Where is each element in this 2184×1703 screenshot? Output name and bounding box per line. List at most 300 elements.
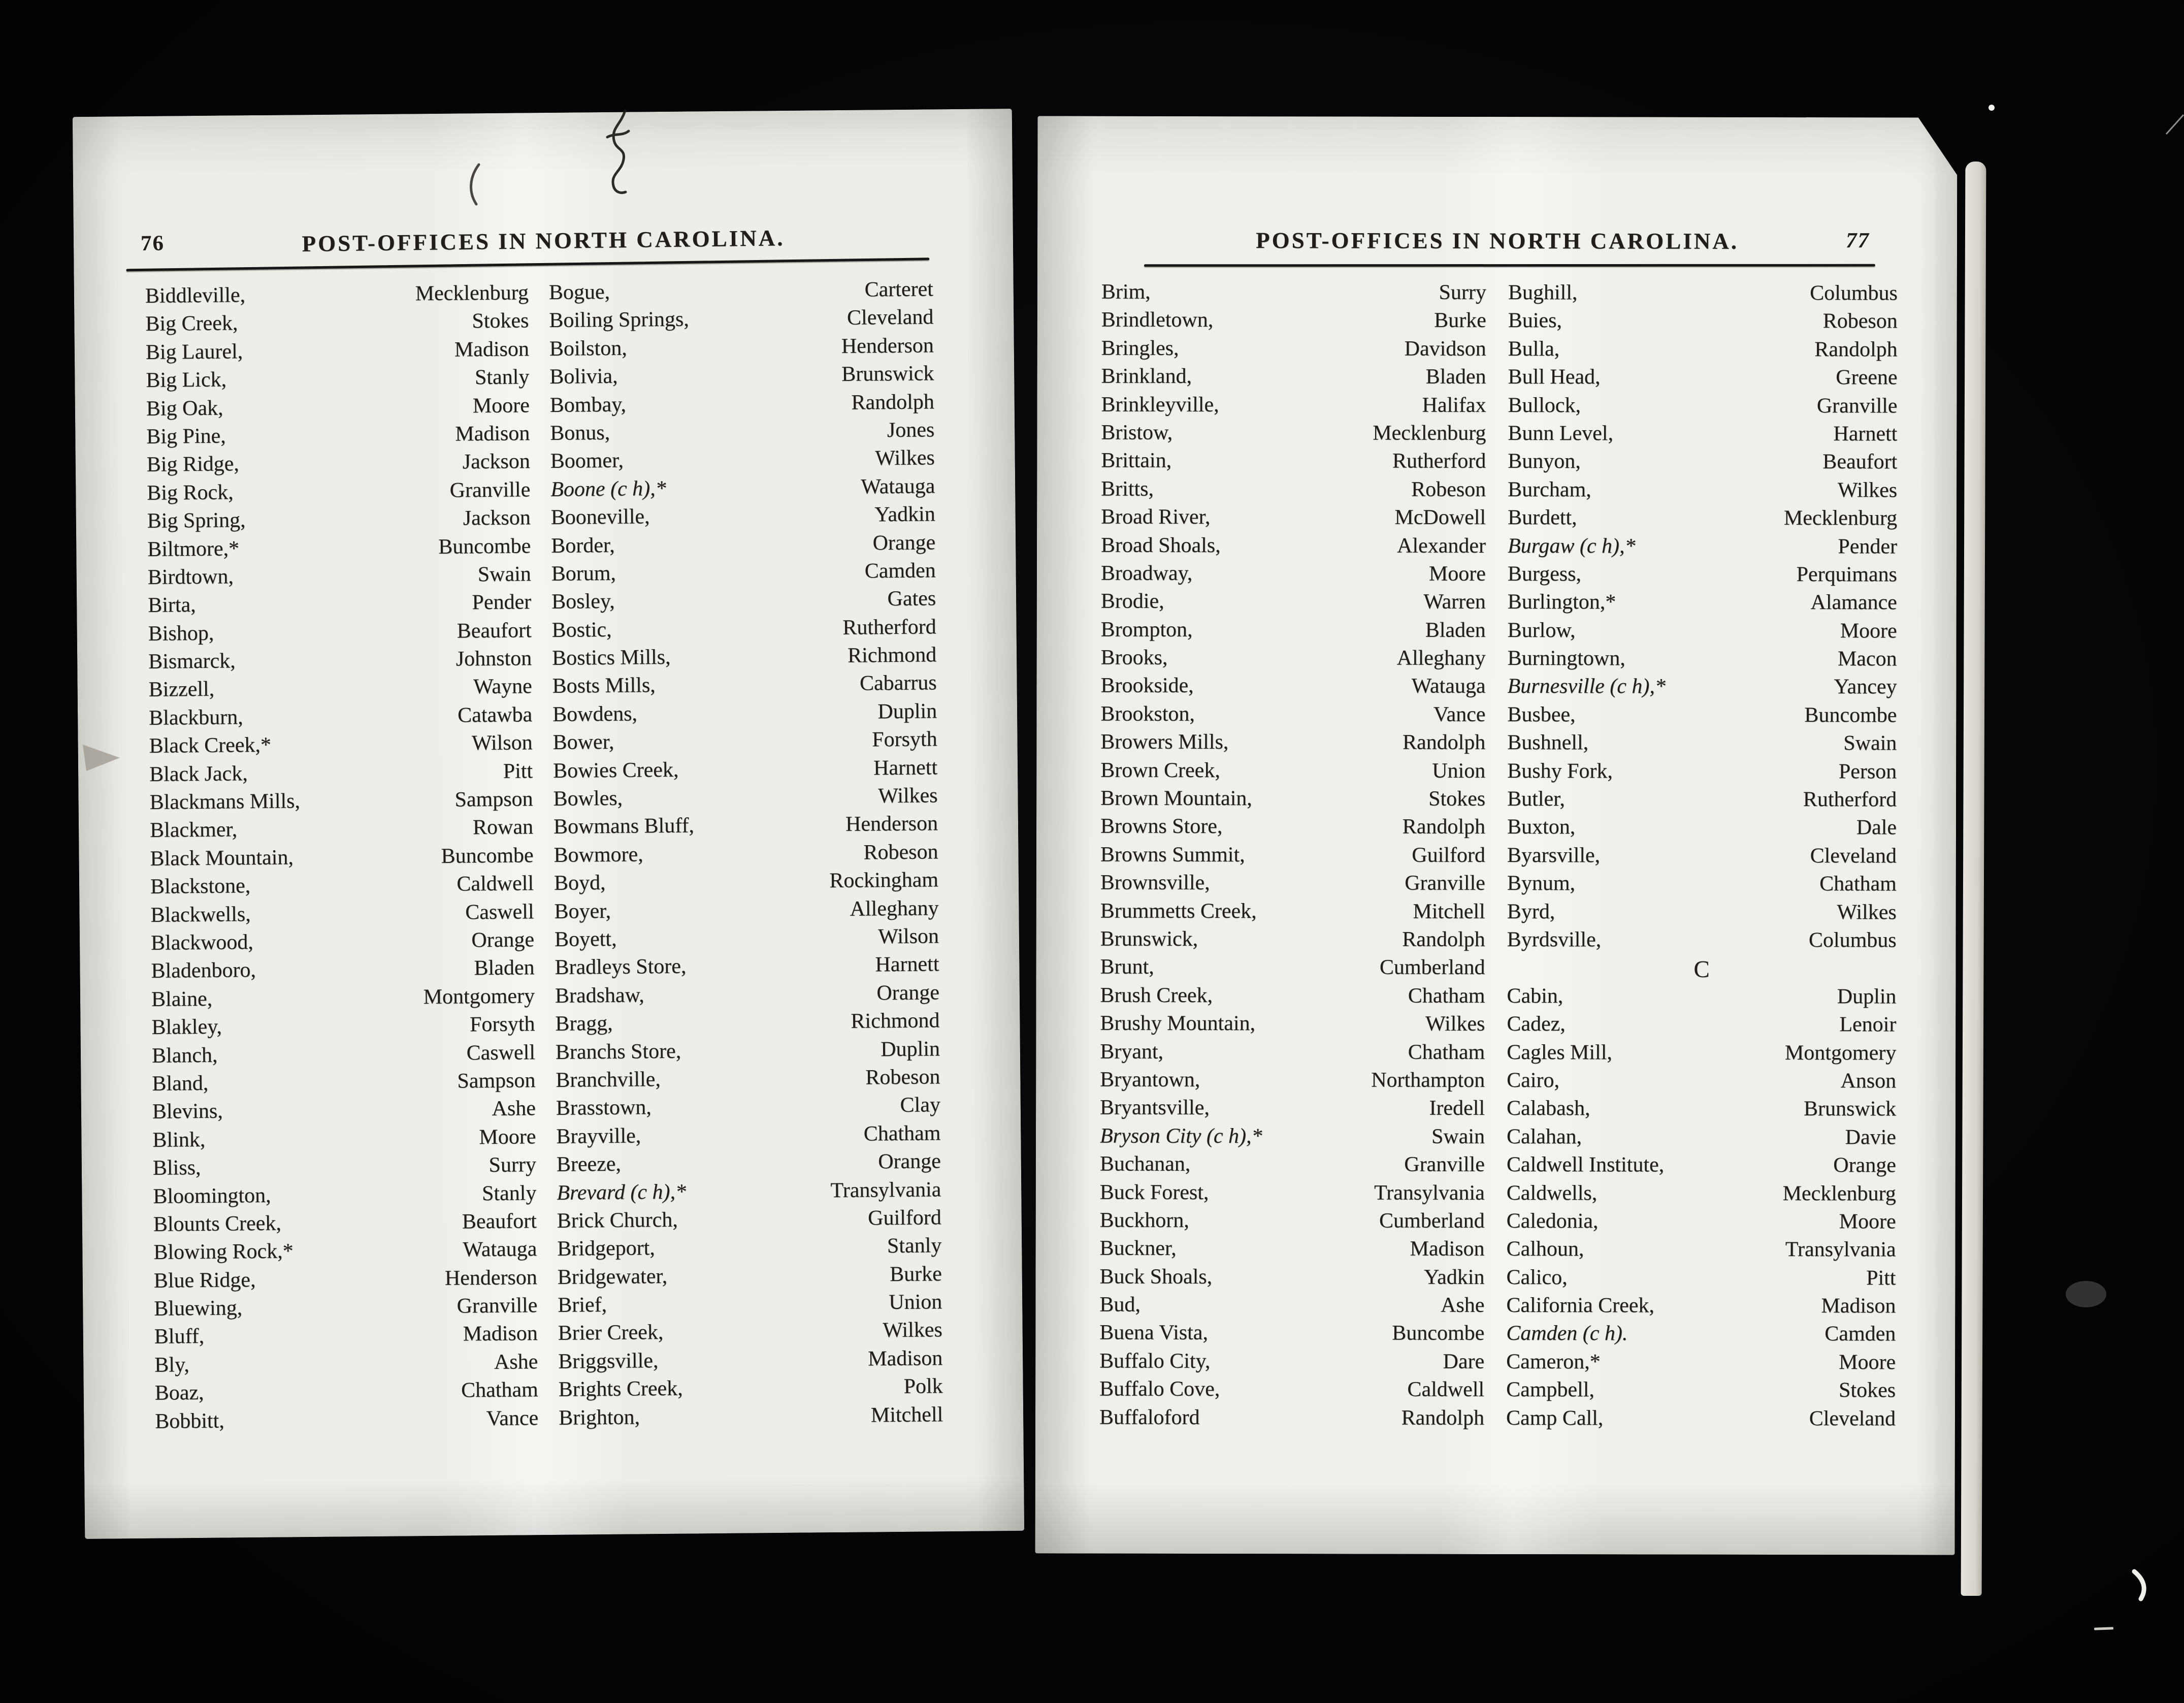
post-office-name: Burlington,* (1507, 590, 1616, 614)
post-office-row (556, 1093, 940, 1124)
post-office-name: Brompton, (1100, 618, 1193, 641)
post-office-name: Cagles Mill, (1507, 1040, 1612, 1064)
post-office-row (1507, 1068, 1896, 1097)
post-office-name: Bliss, (152, 1156, 201, 1180)
post-office-name: Bragg, (555, 1012, 613, 1036)
county-name: Madison (868, 1346, 943, 1371)
post-office-name: Blackwells, (150, 902, 251, 927)
county-name: Randolph (1402, 815, 1486, 839)
county-name: Columbus (1808, 928, 1897, 952)
post-office-row (146, 337, 529, 368)
post-office-name: Brindletown, (1101, 308, 1214, 332)
post-office-row (150, 871, 534, 903)
post-office-name: Brooks, (1100, 646, 1168, 669)
dust-speck (1989, 105, 1995, 111)
post-office-name: Brief, (558, 1293, 607, 1317)
post-office-row (553, 840, 938, 871)
po-column-left-2 (549, 277, 943, 1434)
post-office-name: Big Rock, (147, 480, 234, 505)
county-name: Jackson (463, 506, 531, 530)
post-office-row (153, 1209, 537, 1240)
running-title-right: POST-OFFICES IN NORTH CAROLINA. (1256, 228, 1739, 254)
county-name: Duplin (877, 699, 937, 724)
county-name: Harnett (873, 755, 938, 780)
county-name: Randolph (1401, 1406, 1485, 1430)
post-office-row (1101, 336, 1486, 365)
post-office-name: Bryantsville, (1100, 1096, 1210, 1120)
post-office-row (1508, 534, 1897, 563)
post-office-row (1101, 364, 1486, 393)
county-name: Mitchell (870, 1402, 943, 1427)
post-office-row (552, 727, 937, 759)
county-name: Orange (878, 1149, 941, 1174)
post-office-name: Brighton, (559, 1405, 640, 1430)
post-office-name: Calahan, (1506, 1124, 1582, 1149)
post-office-row (1100, 955, 1485, 984)
post-office-name: Caldwells, (1506, 1181, 1598, 1205)
county-name: Clay (900, 1093, 941, 1117)
post-office-row (1099, 1293, 1484, 1322)
post-office-name: Booneville, (550, 505, 650, 530)
post-office-name: Bizzell, (148, 678, 215, 702)
post-office-row (1507, 1124, 1896, 1153)
county-name: Forsyth (469, 1012, 535, 1037)
post-office-row (549, 362, 934, 393)
county-name: Caldwell (1407, 1377, 1485, 1402)
post-office-name: Burgess, (1507, 562, 1582, 586)
post-office-row (555, 952, 939, 984)
post-office-row (557, 1149, 941, 1180)
post-office-name: Buffalo Cove, (1099, 1377, 1220, 1401)
county-name: Person (1838, 759, 1897, 784)
county-name: Dare (1443, 1349, 1485, 1373)
county-name: Beaufort (1822, 450, 1898, 474)
post-office-row (151, 984, 535, 1015)
county-name: Orange (471, 928, 535, 952)
county-name: Stanly (481, 1181, 537, 1205)
post-office-row (153, 1237, 537, 1269)
post-office-name: Calico, (1506, 1265, 1568, 1289)
post-office-row (155, 1377, 538, 1409)
post-office-row (553, 755, 937, 787)
post-office-row (1507, 759, 1897, 788)
post-office-row (1507, 984, 1896, 1013)
post-office-name: Burdett, (1508, 506, 1577, 530)
post-office-row (550, 417, 934, 449)
post-office-name: Cabin, (1507, 984, 1563, 1008)
county-name: Pender (1838, 534, 1898, 558)
county-name: Surry (488, 1153, 537, 1177)
county-name: Brunswick (1804, 1097, 1897, 1121)
county-name: Ashe (494, 1350, 538, 1374)
post-office-name: Blue Ridge, (153, 1268, 256, 1293)
post-office-name: Bluff, (154, 1325, 205, 1349)
county-name: Transylvania (1785, 1238, 1896, 1262)
post-office-name: Caledonia, (1506, 1209, 1599, 1233)
county-name: Madison (463, 1322, 538, 1346)
county-name: Rutherford (842, 615, 936, 639)
post-office-row (551, 587, 936, 618)
post-office-row (154, 1322, 538, 1353)
county-name: Yadkin (874, 502, 935, 527)
post-office-name: Bogue, (548, 280, 610, 304)
post-office-row (1101, 476, 1486, 505)
dash-mark (2094, 1627, 2113, 1630)
county-name: Wilson (471, 731, 533, 755)
county-name: Granville (1405, 871, 1485, 895)
post-office-name: Bowdens, (552, 702, 638, 726)
header-rule-right (1144, 264, 1875, 267)
po-column-left-1 (145, 280, 539, 1437)
post-office-name: California Creek, (1506, 1294, 1654, 1318)
county-name: Swain (1431, 1124, 1485, 1148)
county-name: Burke (1434, 309, 1486, 333)
post-office-name: Bloomington, (153, 1183, 271, 1208)
county-name: Lenoir (1839, 1013, 1897, 1037)
county-name: Buncombe (1804, 703, 1897, 727)
county-name: Davidson (1404, 337, 1486, 361)
county-name: Mecklenburg (1783, 506, 1898, 530)
post-office-row (1507, 1096, 1896, 1125)
post-office-row (147, 449, 530, 481)
post-office-name: Birta, (148, 593, 196, 618)
county-name: Madison (1410, 1237, 1485, 1261)
county-name: Swain (477, 562, 531, 587)
post-office-name: Camden (c h). (1506, 1322, 1628, 1345)
post-office-name: Burningtown, (1507, 647, 1625, 670)
post-office-row (1507, 843, 1897, 872)
county-name: Wilkes (1425, 1012, 1485, 1036)
post-office-name: Brummetts Creek, (1100, 899, 1257, 923)
county-name: Granville (457, 1294, 538, 1318)
post-office-name: Bluewing, (154, 1296, 243, 1321)
post-office-row (1101, 533, 1486, 562)
county-name: Iredell (1429, 1097, 1485, 1120)
post-office-name: Border, (551, 533, 615, 558)
post-office-row (1100, 1208, 1485, 1237)
post-office-name: Browns Store, (1100, 815, 1223, 839)
county-name: McDowell (1394, 505, 1486, 530)
post-office-row (1099, 1264, 1484, 1293)
county-name: Randolph (851, 390, 934, 414)
post-office-name: Bryant, (1100, 1040, 1164, 1064)
post-office-row (1099, 1377, 1484, 1406)
post-office-name: Bridgewater, (557, 1264, 668, 1289)
county-name: Robeson (1411, 477, 1486, 501)
post-office-row (148, 674, 532, 706)
county-name: Yadkin (1424, 1265, 1485, 1289)
post-office-row (1507, 730, 1897, 759)
county-name: Cleveland (1810, 844, 1897, 868)
post-office-row (1508, 337, 1898, 366)
post-office-row (1508, 365, 1898, 394)
county-name: Greene (1836, 366, 1898, 390)
county-name: Robeson (863, 840, 938, 864)
post-office-name: Bolivia, (549, 364, 618, 389)
post-office-row (1506, 1265, 1896, 1294)
post-office-name: Buena Vista, (1099, 1321, 1209, 1345)
post-office-name: Brinkleyville, (1101, 393, 1219, 416)
county-name: Moore (1428, 562, 1486, 586)
county-name: Moore (1839, 1351, 1896, 1374)
county-name: Randolph (1814, 337, 1898, 362)
post-office-name: Biddleville, (145, 283, 246, 308)
section-letter: C (1693, 956, 1710, 983)
post-office-name: Buck Forest, (1099, 1180, 1209, 1204)
post-office-name: Caldwell Institute, (1506, 1153, 1665, 1177)
post-office-name: Buckhorn, (1099, 1208, 1189, 1232)
post-office-name: Bower, (552, 730, 614, 755)
post-office-row (1508, 449, 1897, 478)
post-office-name: Brodie, (1100, 589, 1164, 614)
post-office-row (146, 393, 530, 425)
post-office-row (550, 390, 934, 421)
county-name: Jackson (462, 449, 530, 474)
post-office-name: Bland, (152, 1071, 209, 1096)
county-name: Wilkes (878, 784, 938, 808)
post-office-row (1507, 1181, 1896, 1210)
county-name: Halifax (1422, 393, 1486, 417)
post-office-row (1101, 280, 1486, 309)
post-office-row (552, 642, 936, 674)
county-name: Cleveland (846, 305, 934, 330)
post-office-row (148, 590, 531, 622)
post-office-name: Big Creek, (145, 311, 238, 336)
post-office-row (1100, 1011, 1485, 1040)
county-name: Robeson (865, 1065, 940, 1089)
post-office-name: Brown Mountain, (1100, 786, 1252, 811)
post-office-row (151, 927, 534, 959)
county-name: Ashe (1441, 1293, 1485, 1318)
county-name: Randolph (1402, 730, 1486, 755)
county-name: Moore (472, 393, 530, 417)
post-office-name: Bobbitt, (155, 1409, 224, 1433)
post-office-name: Briggsville, (558, 1348, 659, 1373)
post-office-name: Brick Church, (557, 1208, 678, 1233)
post-office-name: Bishop, (148, 621, 214, 646)
post-office-row (1099, 1321, 1484, 1349)
post-office-row (1100, 730, 1485, 759)
post-office-row (147, 534, 531, 565)
county-name: Chatham (1408, 984, 1485, 1008)
post-office-row (556, 1065, 940, 1096)
county-name: Alleghany (850, 896, 939, 921)
post-office-name: Brasstown, (556, 1096, 651, 1120)
county-name: Moore (479, 1124, 536, 1149)
post-office-row (1508, 477, 1897, 506)
county-name: Mitchell (1413, 899, 1485, 923)
county-name: Swain (1843, 731, 1897, 755)
post-office-row (1100, 927, 1485, 956)
post-office-row (1100, 1096, 1485, 1124)
post-office-row (152, 1097, 536, 1128)
post-office-name: Brownsville, (1100, 871, 1210, 895)
post-office-row (551, 615, 936, 646)
post-office-row (557, 1205, 941, 1237)
post-office-name: Bombay, (549, 393, 627, 417)
post-office-name: Browns Summit, (1100, 843, 1245, 866)
post-office-name: Brim, (1101, 280, 1151, 304)
post-office-row (1506, 1321, 1896, 1350)
post-office-row (551, 502, 935, 533)
post-office-name: Bushy Fork, (1507, 759, 1613, 783)
post-office-name: Broadway, (1100, 561, 1193, 585)
post-office-name: Boiling Springs, (549, 307, 689, 333)
county-name: Anson (1840, 1069, 1897, 1093)
county-name: Ashe (492, 1097, 536, 1121)
post-office-row (1101, 448, 1486, 477)
county-name: Yancey (1834, 675, 1897, 699)
post-office-name: Bunyon, (1508, 449, 1581, 473)
county-name: Moore (1839, 1210, 1896, 1234)
county-name: Caldwell (457, 872, 534, 896)
county-name: Orange (872, 530, 936, 555)
post-office-row (1101, 561, 1486, 590)
county-name: Robeson (1822, 309, 1898, 333)
post-office-row (149, 759, 533, 790)
post-office-row (147, 477, 530, 509)
post-office-name: Branchs Store, (555, 1039, 681, 1064)
post-office-name: Bud, (1099, 1293, 1140, 1316)
county-name: Chatham (1819, 872, 1897, 896)
post-office-name: Big Pine, (146, 424, 226, 448)
county-name: Chatham (863, 1121, 941, 1146)
county-name: Madison (1821, 1294, 1896, 1318)
post-office-row (1100, 786, 1485, 815)
county-name: Burke (889, 1262, 942, 1286)
county-name: Catawba (457, 703, 533, 727)
post-office-row (552, 671, 936, 702)
post-office-row (1101, 392, 1486, 421)
post-office-name: Buffaloford (1099, 1405, 1200, 1429)
county-name: Alamance (1810, 591, 1897, 615)
post-office-row (557, 1234, 941, 1265)
post-office-name: Brevard (c h),* (557, 1180, 687, 1205)
post-office-row (552, 699, 937, 730)
post-office-row (549, 333, 934, 365)
post-office-row (553, 812, 938, 843)
post-office-name: Blaine, (151, 987, 213, 1011)
fiber-mark (2134, 1571, 2144, 1599)
post-office-name: Bosts Mills, (552, 673, 656, 698)
post-office-name: Bradleys Store, (555, 955, 687, 980)
post-office-row (1506, 1349, 1896, 1378)
county-name: Chatham (1408, 1040, 1485, 1064)
post-office-row (558, 1262, 942, 1293)
post-office-name: Brier Creek, (558, 1321, 664, 1345)
post-office-name: Bonus, (550, 421, 610, 445)
county-name: Stokes (1839, 1378, 1896, 1402)
post-office-name: Bladenboro, (151, 958, 256, 983)
county-name: Granville (1816, 394, 1898, 417)
county-name: Union (1432, 759, 1486, 783)
post-office-row (551, 530, 935, 562)
post-office-row (149, 731, 532, 762)
post-office-row (149, 702, 532, 734)
post-office-name: Big Ridge, (146, 452, 240, 477)
post-office-row (1507, 787, 1897, 816)
page-number-left: 76 (140, 231, 165, 255)
county-name: Duplin (881, 1037, 940, 1061)
post-office-row (148, 646, 532, 678)
post-office-row (1507, 927, 1897, 956)
post-office-row (1508, 280, 1898, 309)
post-office-row (1101, 421, 1486, 449)
county-name: Wayne (473, 674, 532, 699)
county-name: Montgomery (1784, 1041, 1897, 1065)
county-name: Gates (887, 587, 936, 611)
post-office-row (1508, 646, 1897, 675)
post-office-row (154, 1293, 537, 1325)
post-office-name: Burnesville (c h),* (1507, 674, 1666, 699)
post-office-name: Byarsville, (1507, 843, 1601, 867)
post-office-name: Blackmans Mills, (149, 789, 301, 814)
post-office-row (155, 1406, 538, 1437)
county-name: Vance (486, 1406, 539, 1430)
post-office-name: Bowies Creek, (552, 758, 679, 783)
post-office-name: Bosley, (551, 590, 615, 614)
post-office-row (550, 474, 935, 505)
post-office-name: Boyett, (554, 927, 617, 951)
post-office-name: Big Spring, (147, 508, 246, 533)
post-office-row (153, 1181, 536, 1212)
county-name: Mecklenburg (1373, 421, 1486, 445)
county-name: Richmond (847, 643, 937, 667)
county-name: Guilford (867, 1206, 941, 1230)
post-office-name: Buchanan, (1099, 1152, 1191, 1176)
post-office-row (550, 446, 935, 477)
county-name: Granville (449, 478, 531, 502)
post-office-name: Bushnell, (1507, 731, 1589, 755)
county-name: Vance (1433, 702, 1486, 726)
post-office-name: Bulla, (1508, 337, 1560, 361)
post-office-name: Camp Call, (1506, 1406, 1604, 1430)
po-column-right-2 (1506, 280, 1898, 1434)
post-office-row (152, 1068, 535, 1100)
post-office-name: Boone (c h),* (550, 476, 666, 501)
county-name: Henderson (444, 1265, 537, 1290)
post-office-name: Brush Creek, (1100, 983, 1213, 1007)
post-office-row (1100, 1068, 1485, 1097)
post-office-name: Brights Creek, (558, 1376, 683, 1402)
post-office-row (148, 562, 531, 593)
county-name: Wilkes (875, 446, 935, 470)
post-office-name: Boilston, (549, 336, 627, 361)
county-name: Wilkes (883, 1318, 942, 1342)
post-office-name: Black Mountain, (150, 846, 294, 871)
county-name: Madison (455, 422, 530, 446)
post-office-row (558, 1290, 942, 1321)
post-office-row (556, 1121, 940, 1152)
post-office-name: Bowmore, (553, 843, 643, 867)
post-office-row (559, 1402, 943, 1434)
post-office-name: Boaz, (154, 1381, 204, 1405)
post-office-name: Buxton, (1507, 815, 1576, 839)
county-name: Macon (1837, 647, 1897, 671)
county-name: Watauga (861, 474, 935, 499)
header-rule-left (126, 258, 929, 271)
county-name: Dale (1856, 816, 1897, 840)
post-office-row (1100, 898, 1485, 927)
post-office-row (558, 1346, 942, 1377)
post-office-row (150, 815, 533, 847)
county-name: Beaufort (457, 618, 532, 643)
county-name: Alleghany (1396, 646, 1486, 670)
post-office-name: Browers Mills, (1100, 730, 1229, 754)
county-name: Sampson (457, 1069, 536, 1093)
post-office-row (1100, 1180, 1485, 1209)
county-name: Warren (1423, 590, 1486, 614)
